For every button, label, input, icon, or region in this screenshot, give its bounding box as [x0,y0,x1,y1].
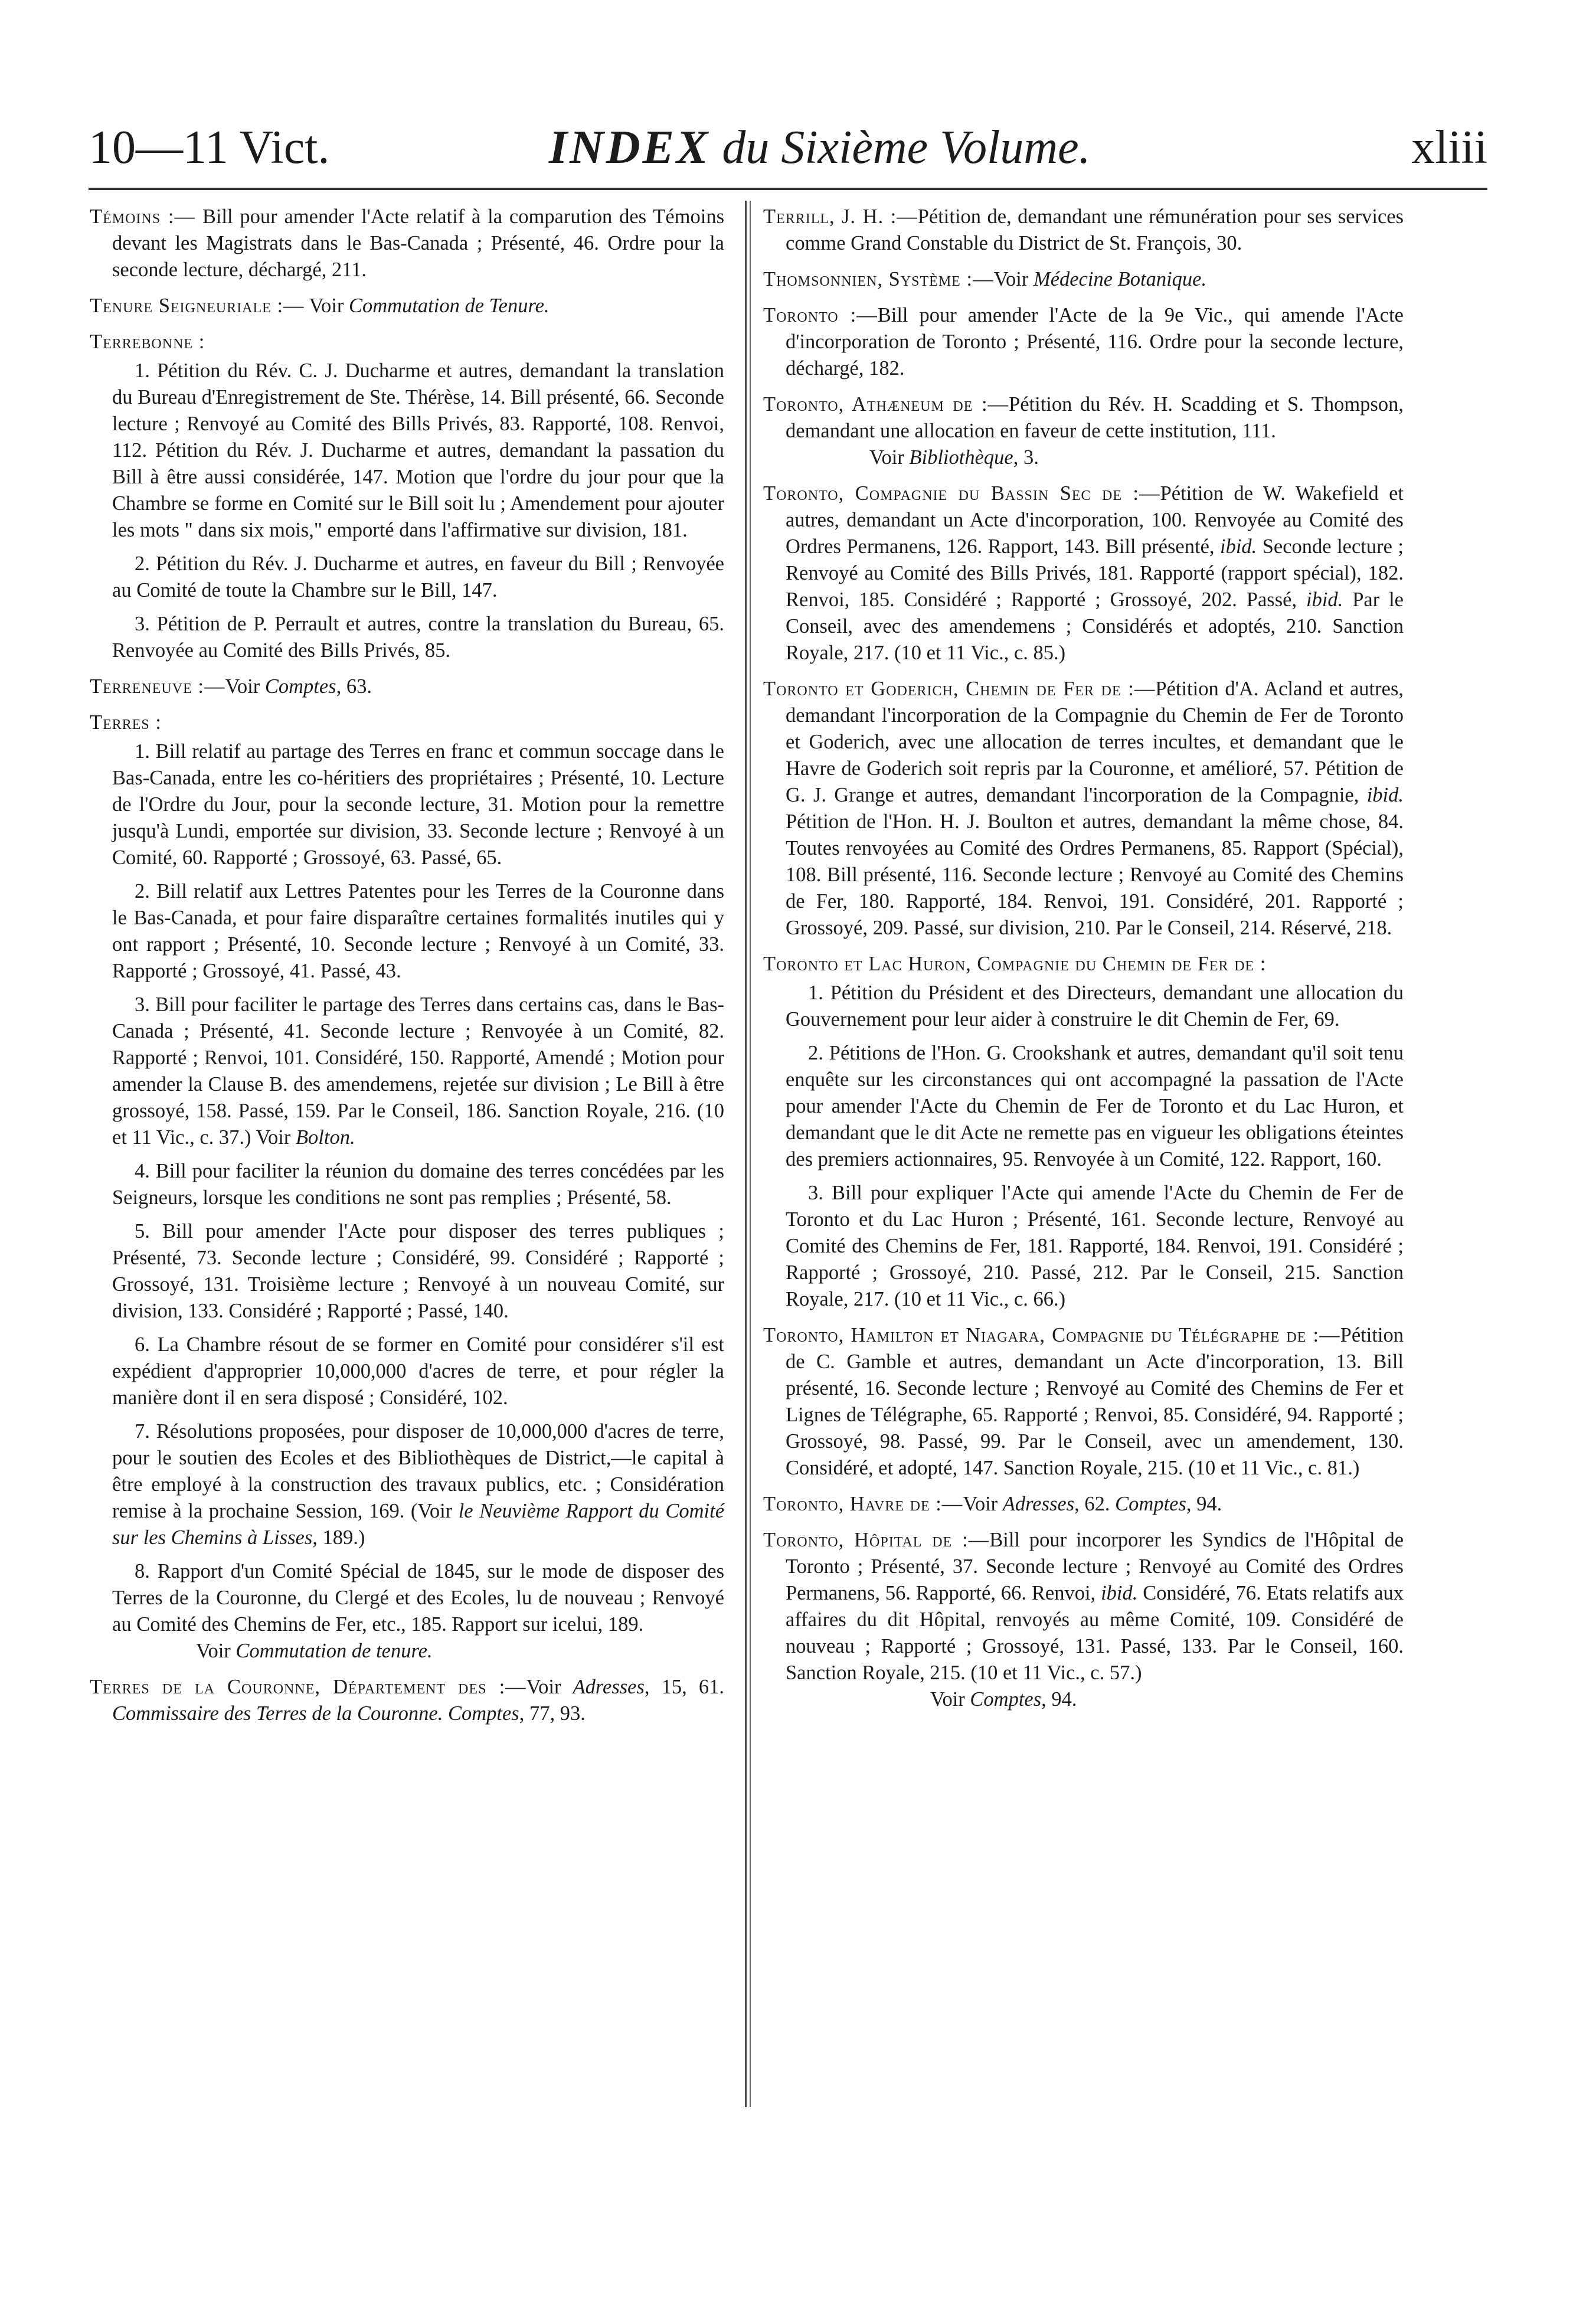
entry-head: Toronto, Hamilton et Niagara, Compagnie du Télégraphe de :— [763,1324,1340,1346]
entry-item: 8. Rapport d'un Comité Spécial de 1845, sur le mode de disposer des Terres de la Couronne, du Clergé et des Ecoles, lu de nouveau ; Renvoyé au Comité des Chemins de Fer, etc., 185. Rapport sur icelui, 189. [112,1560,724,1636]
entry-reference: Adresses [573,1676,645,1698]
header-page-number: xliii [1411,122,1487,174]
entry-text: Pétition de l'Hon. H. J. Boulton et autres, demandant la même chose, 84. Toutes renvoyées au Comité des Ordres Permanens, 85. Rapport (Spécial), 108. Bill présenté, 116. Seconde lecture ; Renvoyé au Comité des Chemins de Fer, 180. Rapporté, 184. Renvoi, 191. Considéré, 201. Rapporté ; Grossoyé, 209. Passé, sur division, 210. Par le Conseil, 214. Réservé, 218. [786,810,1404,939]
entry-text: Voir [930,1688,970,1711]
entry-item [90,992,724,1151]
entry-item: 2. Bill relatif aux Lettres Patentes pour les Terres de la Couronne dans le Bas-Canada, et pour faire disparaître certaines formalités inutiles qui y ont rapport ; Présenté, 10. Seconde lecture ; Renvoyé à un Comité, 33. Rapporté ; Grossoyé, 41. Passé, 43. [112,880,724,982]
entry-head: Terreneuve :— [90,675,225,698]
entry-text: Voir [196,1640,236,1662]
entry-tenure [90,293,724,319]
entry-text: Voir [963,1493,1003,1515]
entry-head: Toronto, Havre de :— [763,1493,963,1515]
entry-head: Terrill, J. H. :— [763,205,918,228]
entry-item: 3. Pétition de P. Perrault et autres, contre la translation du Bureau, 65. Renvoyée au Comité des Bills Privés, 85. [112,613,724,662]
entry-head: Terres : [90,711,162,734]
entry-voir [786,1686,1404,1713]
entry-terres [90,709,724,1664]
entry-reference: le Neuvième Rapport du Comité sur les Chemins à Lisses, [112,1500,725,1549]
entry-item: 1. Bill relatif au partage des Terres en franc et commun soccage dans le Bas-Canada, entre les co-héritiers des propriétaires ; Présenté, 10. Lecture de l'Ordre du Jour, pour la seconde lecture, 31. Motion pour la remettre jusqu'à Lundi, emportée sur division, 33. Seconde lecture ; Renvoyé à un Comité, 60. Rapporté ; Grossoyé, 63. Passé, 65. [112,740,724,869]
entry-text: Voir [526,1676,573,1698]
entry-item: 4. Bill pour faciliter la réunion du domaine des terres concédées par les Seigneurs, lorsque les conditions ne sont pas remplies ; Présenté, 58. [112,1160,724,1209]
entry-text: Voir [869,446,910,469]
entry-text: , 3. [1013,446,1039,469]
entry-toronto [763,302,1404,382]
entry-item: 6. La Chambre résout de se former en Comité pour considérer s'il est expédient d'approprier 10,000,000 d'acres de terre, et pour régler la manière dont il en sera disposé ; Considéré, 102. [112,1333,724,1409]
header-title [549,121,1091,175]
entry-text: Pétition de, demandant une rémunération pour ses services comme Grand Constable du District de St. François, 30. [786,205,1404,254]
entry-text: 3. Bill pour faciliter le partage des Terres dans certains cas, dans le Bas-Canada ; Présenté, 41. Seconde lecture ; Renvoyée à un Comité, 82. Rapporté ; Renvoi, 101. Considéré, 150. Rapporté, Amendé ; Motion pour amender la Clause B. des amendemens, rejetée sur division ; Le Bill à être grossoyé, 158. Passé, 159. Par le Conseil, 186. Sanction Royale, 216. (10 et 11 Vic., c. 37.) Voir [112,993,724,1149]
entry-text: Bill pour amender l'Acte de la 9e Vic., qui amende l'Acte d'incorporation de Toronto ; Présenté, 116. Ordre pour la seconde lecture, déchargé, 182. [786,304,1404,380]
entry-reference: Commutation de tenure. [236,1640,433,1662]
entry-text: , 94. [1041,1688,1077,1711]
entry-item: 2. Pétitions de l'Hon. G. Crookshank et autres, demandant qu'il soit tenu enquête sur les circonstances qui ont accompagné la passation de l'Acte pour amender l'Acte du Chemin de Fer de Toronto et du Lac Huron, et demandant que le dit Acte ne remette pas en vigueur les obligations éteintes des premiers actionnaires, 95. Renvoyée à un Comité, 122. Rapport, 160. [786,1042,1404,1170]
entry-text: Voir [993,268,1034,290]
header-title-index: INDEX [549,122,711,174]
entry-reference: ibid. [1366,784,1404,806]
entry-head: Tenure Seigneuriale :— [90,295,305,317]
entry-text: Seconde lecture ; Renvoyé au Comité des Bills Privés, 181. Rapporté (rapport spécial), 182. Renvoi, 185. Considéré ; Rapporté ; Grossoyé, 202. Passé, [786,535,1404,611]
entry-reference: Comptes [443,1702,519,1725]
entry-text: , 62. [1074,1493,1116,1515]
entry-hopital [763,1527,1404,1713]
right-column [763,204,1404,1722]
entry-reference: ibid. [1306,588,1343,611]
entry-text: Voir [225,675,265,698]
entry-text: 189.) [317,1526,365,1549]
entry-text: 7. Résolutions proposées, pour disposer de 10,000,000 d'acres de terre, pour le soutien des Ecoles et des Bibliothèques de District,—le capital à être employé à la construction des travaux publics, etc. ; Considération remise à la prochaine Session, 169. (Voir [112,1420,724,1522]
entry-item: 2. Pétition du Rév. J. Ducharme et autres, en faveur du Bill ; Renvoyée au Comité de toute la Chambre sur le Bill, 147. [112,552,724,601]
entry-head: Témoins :— [90,205,195,228]
entry-terrebonne [90,329,724,664]
entry-thomsonnien [763,266,1404,293]
entry-reference: Commissaire des Terres de la Couronne. [112,1702,443,1725]
entry-head: Thomsonnien, Système :— [763,268,994,290]
entry-text: Pétition de C. Gamble et autres, demandant un Acte d'incorporation, 13. Bill présenté, 16. Seconde lecture ; Renvoyé au Comité des Chemins de Fer et Lignes de Télégraphe, 65. Rapporté ; Renvoi, 85. Considéré, 94. Rapporté ; Grossoyé, 98. Passé, 99. Par le Conseil, avec un amendement, 130. Considéré, et adopté, 147. Sanction Royale, 215. (10 et 11 Vic., c. 81.) [786,1324,1404,1479]
entry-terrill [763,204,1404,257]
entry-reference: Bolton. [295,1126,355,1149]
entry-text: , 94. [1186,1493,1222,1515]
entry-item: 5. Bill pour amender l'Acte pour disposer des terres publiques ; Présenté, 73. Seconde lecture ; Considéré, 99. Considéré ; Rapporté ; Grossoyé, 131. Troisième lecture ; Renvoyé à un nouveau Comité, sur division, 133. Considéré ; Rapporté ; Passé, 140. [112,1220,724,1322]
entry-reference: ibid. [1219,535,1257,558]
entry-text: Pétition du Rév. H. Scadding et S. Thompson, demandant une allocation en faveur de cette institution, 111. [786,393,1404,442]
entry-goderich [763,676,1404,941]
entry-item: 1. Pétition du Rév. C. J. Ducharme et autres, demandant la translation du Bureau d'Enregistrement de Ste. Thérèse, 14. Bill présenté, 66. Seconde lecture ; Renvoyé au Comité des Bills Privés, 83. Rapporté, 108. Renvoi, 112. Pétition du Rév. J. Ducharme et autres, demandant la passation du Bill à être aussi considérée, 147. Motion que l'ordre du jour pour que la Chambre se forme en Comité sur le Bill soit lu ; Amendement pour ajouter les mots " dans six mois," emporté dans l'affirmative sur division, 181. [112,359,724,541]
entry-voir [90,1638,724,1664]
header-title-rest: du Sixième Volume. [710,122,1091,174]
entry-bassin-sec [763,480,1404,666]
entry-head: Toronto, Hôpital de :— [763,1529,990,1551]
entry-reference: Médecine Botanique. [1033,268,1207,290]
entry-item: 3. Bill pour expliquer l'Acte qui amende l'Acte du Chemin de Fer de Toronto et du Lac Huron ; Présenté, 161. Seconde lecture, Renvoyé au Comité des Chemins de Fer, 181. Rapporté, 184. Renvoi, 191. Considéré ; Rapporté ; Grossoyé, 210. Passé, 212. Par le Conseil, 215. Sanction Royale, 217. (10 et 11 Vic., c. 66.) [786,1182,1404,1310]
entry-terreneuve [90,673,724,700]
entry-text: Bill pour incorporer les Syndics de l'Hôpital de Toronto ; Présenté, 37. Seconde lecture ; Renvoyé au Comité des Ordres Permanens, 56. Rapporté, 66. Renvoi, [786,1529,1404,1604]
left-column [90,204,724,1737]
entry-reference: Commutation de Tenure. [348,295,550,317]
entry-temoins [90,204,724,283]
entry-text: Bill pour amender l'Acte relatif à la comparution des Témoins devant les Magistrats dans le Bas-Canada ; Présenté, 46. Ordre pour la seconde lecture, déchargé, 211. [112,205,724,281]
entry-reference: Comptes [970,1688,1042,1711]
entry-voir [786,444,1404,471]
entry-reference: Adresses [1002,1493,1075,1515]
entry-head: Toronto et Lac Huron, Compagnie du Chemin de Fer de : [763,953,1267,975]
entry-text: , 77, 93. [519,1702,586,1725]
entry-reference: Bibliothèque [909,446,1013,469]
entry-reference: ibid. [1101,1582,1138,1604]
column-divider-inner [750,201,751,2107]
entry-havre [763,1491,1404,1518]
entry-text: Considéré, 76. Etats relatifs aux affaires du dit Hôpital, renvoyés au même Comité, 109. Considéré de nouveau ; Rapporté ; Grossoyé, 131. Passé, 133. Par le Conseil, 160. Sanction Royale, 215. (10 et 11 Vic., c. 57.) [786,1582,1404,1684]
entry-head: Toronto :— [763,304,878,326]
page-header [89,121,1487,186]
entry-text: Pétition de W. Wakefield et autres, demandant un Acte d'incorporation, 100. Renvoyée au Comité des Ordres Permanens, 126. Rapport, 143. Bill présenté, [786,482,1404,558]
header-volume: 10—11 Vict. [89,122,330,174]
entry-telegraphe [763,1322,1404,1482]
entry-head: Terres de la Couronne, Département des :— [90,1676,526,1698]
entry-text: Par le Conseil, avec des amendemens ; Considérés et adoptés, 210. Sanction Royale, 217. (10 et 11 Vic., c. 85.) [786,588,1404,664]
entry-item [90,1418,724,1551]
column-divider [745,201,747,2107]
entry-head: Terrebonne : [90,331,205,353]
entry-athenaeum [763,391,1404,471]
entry-item: 1. Pétition du Président et des Directeurs, demandant une allocation du Gouvernement pour leur aider à construire le dit Chemin de Fer, 69. [786,982,1404,1031]
entry-head: Toronto, Compagnie du Bassin Sec de :— [763,482,1160,505]
entry-reference: Comptes [1115,1493,1186,1515]
entry-text: Pétition d'A. Acland et autres, demandant l'incorporation de la Compagnie du Chemin de Fer de Toronto et Goderich, avec une allocation de terres incultes, et demandant que le Havre de Goderich soit repris par la Couronne, et amélioré, 57. Pétition de G. J. Grange et autres, demandant l'incorporation de la Compagnie, [786,678,1404,806]
entry-reference: Comptes [264,675,336,698]
entry-terres-couronne [90,1674,724,1727]
entry-head: Toronto, Athæneum de :— [763,393,1009,416]
entry-text: , 15, 61. [644,1676,724,1698]
entry-text: Voir [304,295,349,317]
header-rule [89,188,1487,190]
entry-head: Toronto et Goderich, Chemin de Fer de :— [763,678,1156,700]
entry-text: , 63. [336,675,372,698]
entry-lac-huron [763,951,1404,1313]
